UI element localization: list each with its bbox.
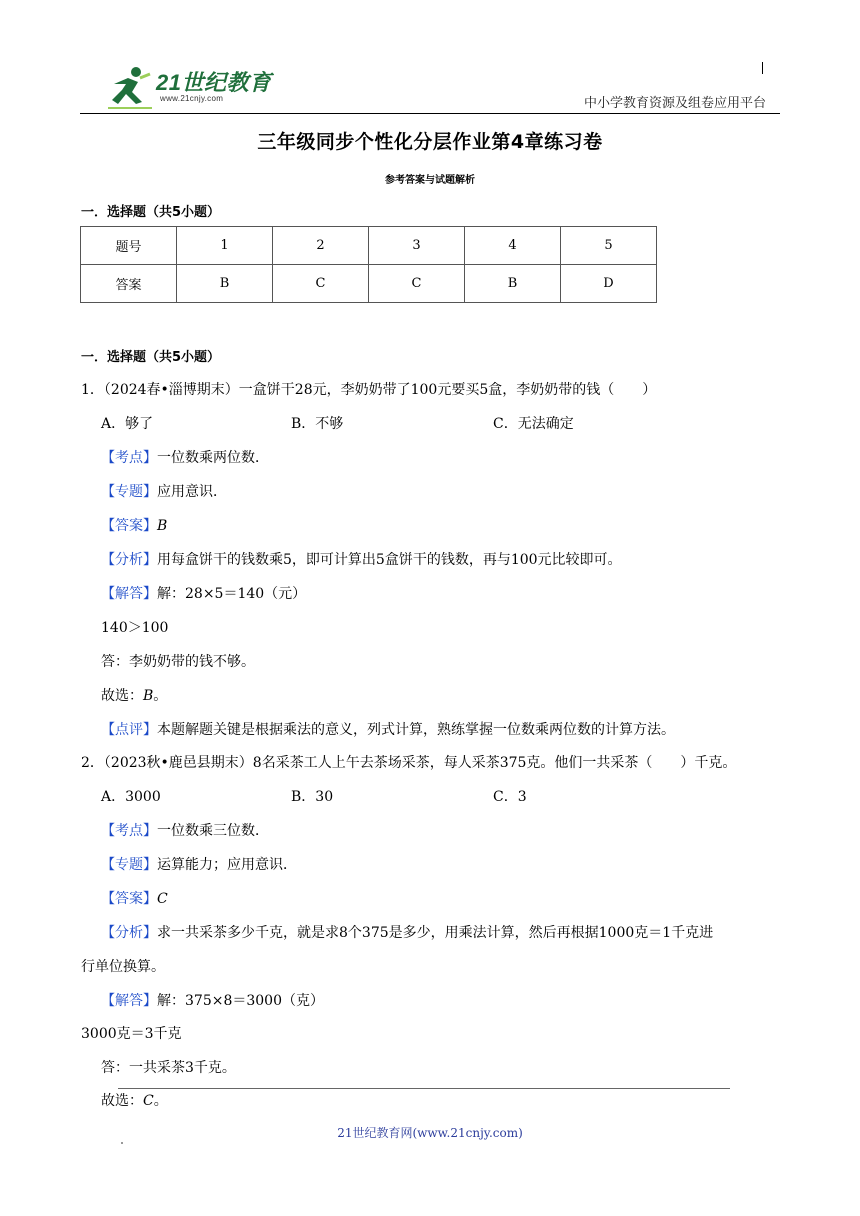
tag-label: 【考点】 xyxy=(101,823,157,839)
select-letter: B xyxy=(143,688,154,704)
section-heading-answers: 一．选择题（共5小题） xyxy=(81,205,221,220)
answer-table xyxy=(80,226,657,303)
choice-c: C．3 xyxy=(493,789,527,805)
q1-selection xyxy=(101,685,167,705)
footer-divider xyxy=(118,1088,730,1089)
footer-mark xyxy=(121,1142,123,1144)
page-subtitle: 参考答案与试题解析 xyxy=(385,175,475,186)
table-cell: 5 xyxy=(561,227,657,265)
table-row xyxy=(81,227,657,265)
q2-fenxi-cont: 行单位换算。 xyxy=(81,959,165,975)
q1-daan xyxy=(101,515,167,535)
choice-b: B．不够 xyxy=(291,416,344,432)
table-cell: C xyxy=(369,265,465,303)
footer-text: 21世纪教育网(www.21cnjy.com) xyxy=(337,1126,523,1140)
runner-logo-icon xyxy=(106,64,156,110)
table-cell: 1 xyxy=(177,227,273,265)
question-1-choices xyxy=(0,413,860,433)
tag-label: 【考点】 xyxy=(101,450,157,466)
table-cell: 3 xyxy=(369,227,465,265)
choice-a: A．3000 xyxy=(101,789,161,805)
q1-fenxi xyxy=(101,549,622,569)
question-2-choices xyxy=(0,786,860,806)
table-row xyxy=(81,265,657,303)
q1-jieda xyxy=(101,583,306,603)
table-cell: C xyxy=(273,265,369,303)
table-cell: B xyxy=(177,265,273,303)
header-tagline: 中小学教育资源及组卷应用平台 xyxy=(583,95,766,110)
daan-text: C xyxy=(157,891,168,907)
q1-zhuanti xyxy=(101,481,227,501)
table-cell: 答案 xyxy=(81,265,177,303)
choice-c: C．无法确定 xyxy=(493,416,574,432)
select-prefix: 故选： xyxy=(101,688,143,704)
zhuanti-text: 应用意识． xyxy=(157,484,227,500)
q2-daan xyxy=(101,888,168,908)
q2-zhuanti xyxy=(101,854,297,874)
q1-step-3: 答：李奶奶带的钱不够。 xyxy=(101,654,255,670)
kaodian-text: 一位数乘三位数． xyxy=(157,823,269,839)
select-prefix: 故选： xyxy=(101,1093,143,1109)
header-divider xyxy=(80,113,780,114)
q2-kaodian xyxy=(101,820,269,840)
fenxi-text: 求一共采茶多少千克，就是求8个375是多少，用乘法计算，然后再根据1000克＝1千克进 xyxy=(157,925,714,941)
table-cell: 题号 xyxy=(81,227,177,265)
tag-label: 【解答】 xyxy=(101,993,157,1009)
table-cell: 2 xyxy=(273,227,369,265)
tag-label: 【点评】 xyxy=(101,722,157,738)
question-2-stem: 2．（2023秋•鹿邑县期末）8名采茶工人上午去茶场采茶，每人采茶375克。他们一共采茶（ ）千克。 xyxy=(81,755,737,771)
choice-a: A．够了 xyxy=(101,416,154,432)
question-1-stem: 1．（2024春•淄博期末）一盒饼干28元，李奶奶带了100元要买5盒，李奶奶带的钱（ ） xyxy=(81,382,657,398)
tag-label: 【解答】 xyxy=(101,586,157,602)
jieda-text: 解：375×8＝3000（克） xyxy=(157,993,324,1009)
corner-mark xyxy=(762,62,763,74)
jieda-text: 解：28×5＝140（元） xyxy=(157,586,307,602)
table-cell: 4 xyxy=(465,227,561,265)
tag-label: 【答案】 xyxy=(101,891,157,907)
select-suffix: 。 xyxy=(153,688,168,704)
page-title: 三年级同步个性化分层作业第4章练习卷 xyxy=(257,131,603,153)
kaodian-text: 一位数乘两位数． xyxy=(157,450,269,466)
tag-label: 【分析】 xyxy=(101,925,157,941)
daan-text: B xyxy=(157,518,168,534)
tag-label: 【专题】 xyxy=(101,484,157,500)
select-letter: C xyxy=(143,1093,154,1109)
q1-kaodian xyxy=(101,447,269,467)
zhuanti-text: 运算能力；应用意识． xyxy=(157,857,297,873)
tag-label: 【答案】 xyxy=(101,518,157,534)
logo xyxy=(106,64,276,110)
section-heading-questions: 一．选择题（共5小题） xyxy=(81,350,221,365)
q2-fenxi xyxy=(101,922,713,942)
table-cell: D xyxy=(561,265,657,303)
tag-label: 【分析】 xyxy=(101,552,157,568)
logo-text: 21世纪教育 xyxy=(156,70,272,95)
choice-b: B．30 xyxy=(291,789,334,805)
q2-step-2: 3000克＝3千克 xyxy=(81,1026,182,1042)
logo-url: www.21cnjy.com xyxy=(160,94,224,103)
select-suffix: 。 xyxy=(153,1093,168,1109)
tag-label: 【专题】 xyxy=(101,857,157,873)
dianping-text: 本题解题关键是根据乘法的意义，列式计算，熟练掌握一位数乘两位数的计算方法。 xyxy=(157,722,675,738)
q2-jieda xyxy=(101,990,324,1010)
q1-dianping xyxy=(101,719,675,739)
fenxi-text: 用每盒饼干的钱数乘5，即可计算出5盒饼干的钱数，再与100元比较即可。 xyxy=(157,552,622,568)
table-cell: B xyxy=(465,265,561,303)
q2-selection xyxy=(101,1090,168,1110)
q1-step-2: 140＞100 xyxy=(101,620,169,636)
q2-step-3: 答：一共采茶3千克。 xyxy=(101,1060,236,1076)
